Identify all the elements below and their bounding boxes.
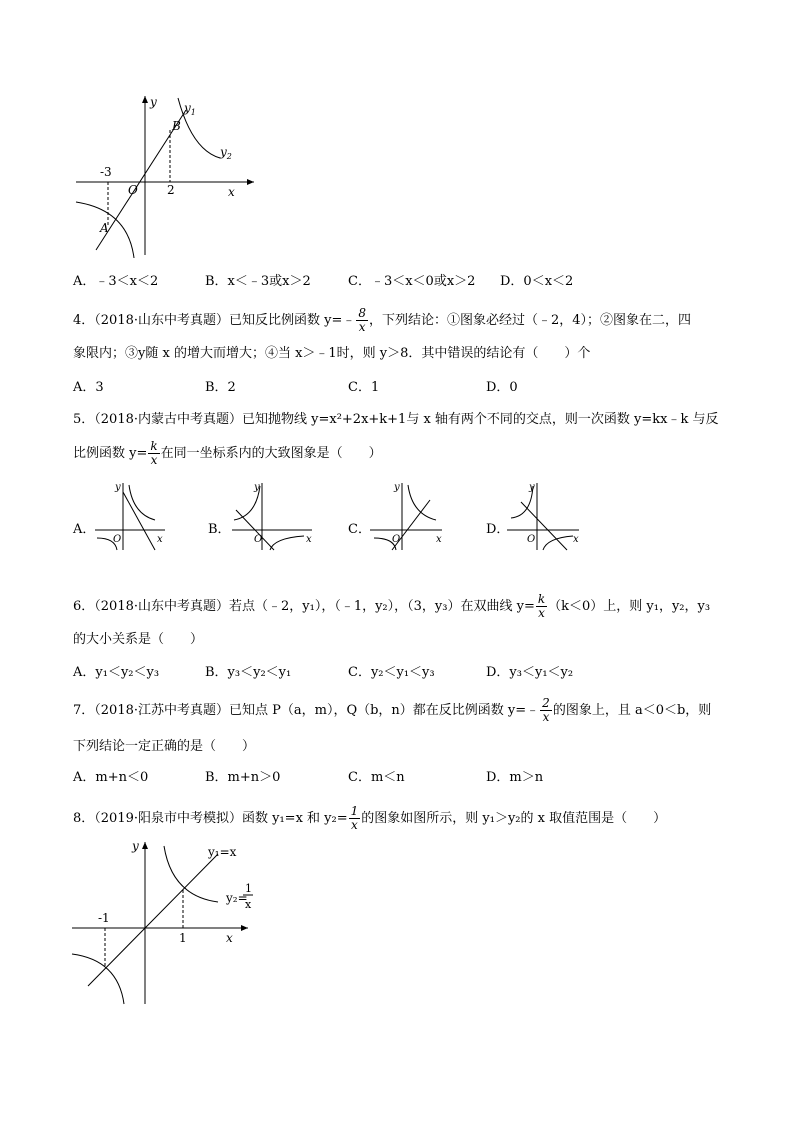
svg-text:y₁=x: y₁=x: [208, 845, 237, 859]
q6-option-c: C．y₂＜y₁＜y₃: [348, 665, 435, 680]
q6-option-a: A．y₁＜y₂＜y₃: [73, 665, 160, 680]
svg-text:y: y: [529, 482, 535, 493]
svg-text:B: B: [172, 119, 181, 133]
q8-line1: 8．（2019·阳泉市中考模拟）函数 y₁=x 和 y₂= $\frac{1}{x}$ 的图象如图所示，则 y₁＞y₂的 x 取值范围是（ ）: [73, 804, 667, 832]
q5-graph-c: [368, 480, 448, 552]
q5-graph-d: [505, 480, 585, 552]
figure-q3: [70, 90, 260, 260]
q4-option-d: D．0: [486, 380, 518, 395]
q5-line1: 5．（2018·内蒙古中考真题）已知抛物线 y=x²+2x+k+1与 x 轴有两个不同的交点，则一次函数 y=kx﹣k 与反: [73, 412, 719, 427]
q3-option-d: D．0＜x＜2: [500, 274, 574, 289]
svg-text:y: y: [394, 482, 400, 493]
svg-text:x: x: [157, 534, 163, 545]
q7-option-a: A．m+n＜0: [73, 770, 149, 785]
svg-text:y1: $y_1$: [184, 101, 196, 117]
svg-text:y: y: [115, 482, 121, 493]
svg-text:O: O: [527, 534, 536, 545]
q5-option-c-label: C．: [348, 522, 371, 537]
svg-text:-1: -1: [98, 911, 110, 925]
q5-option-d-label: D．: [486, 522, 510, 537]
svg-text:1: 1: [245, 882, 252, 895]
q7-line2: 下列结论一定正确的是（ ）: [73, 739, 256, 754]
q4-line2: 象限内；③y随 x 的增大而增大；④当 x＞﹣1时，则 y＞8．其中错误的结论有（ ）个: [73, 346, 591, 361]
fig1-y-label: y: [150, 95, 157, 109]
svg-text:O: O: [254, 534, 263, 545]
q4-line1: 4．（2018·山东中考真题）已知反比例函数 y=﹣ $\frac{8}{x}$ ，下列结论：①图象必经过（﹣2，4）；②图象在二，四: [73, 306, 692, 334]
q4-option-b: B．2: [205, 380, 236, 395]
q5-option-a-label: A．: [73, 522, 96, 537]
q5-graph-b: [230, 480, 318, 552]
svg-text:2: 2: [167, 183, 175, 197]
svg-text:x: x: [245, 898, 252, 911]
q7-option-b: B．m+n＞0: [205, 770, 281, 785]
svg-text:-3: -3: [100, 165, 112, 179]
svg-text:1: 1: [179, 931, 187, 945]
svg-text:O: O: [128, 183, 138, 197]
svg-text:O: O: [113, 534, 122, 545]
svg-text:x: x: [306, 534, 312, 545]
svg-text:y: [149, 95, 157, 109]
svg-text:A: A: [100, 221, 109, 235]
q6-option-d: D．y₃＜y₁＜y₂: [486, 665, 574, 680]
q7-option-d: D．m＞n: [486, 770, 544, 785]
svg-text:x: x: [436, 534, 442, 545]
svg-text:x: x: [228, 185, 235, 199]
q4-option-a: A．3: [73, 380, 104, 395]
q7-option-c: C．m＜n: [348, 770, 405, 785]
svg-text:x: x: [226, 931, 233, 945]
q5-line2: 比例函数 y= $\frac{k}{x}$ 在同一坐标系内的大致图象是（ ）: [73, 439, 382, 467]
q6-line1: 6．（2018·山东中考真题）若点（﹣2，y₁），（﹣1，y₂），（3，y₃）在双曲线 y= $\frac{k}{x}$ （k＜0）上，则 y₁，y₂，y₃: [73, 592, 711, 620]
svg-text:y: y: [254, 482, 260, 493]
q3-option-a: A．﹣3＜x＜2: [73, 274, 159, 289]
svg-text:y2: $y_2$: [220, 145, 232, 161]
q6-line2: 的大小关系是（ ）: [73, 632, 204, 647]
q3-option-c: C．﹣3＜x＜0或x＞2: [348, 274, 476, 289]
q4-option-c: C．1: [348, 380, 380, 395]
svg-text:y: y: [132, 839, 139, 853]
q7-line1: 7．（2018·江苏中考真题）已知点 P（a，m），Q（b，n）都在反比例函数 y=﹣ $\frac{2}{x}$ 的图象上，且 a＜0＜b，则: [73, 696, 712, 724]
q5-graph-a: [93, 480, 171, 552]
q6-option-b: B．y₃＜y₂＜y₁: [205, 665, 292, 680]
q3-option-b: B．x＜﹣3或x＞2: [205, 274, 311, 289]
figure-q8: [68, 836, 268, 1008]
q5-option-b-label: B．: [208, 522, 231, 537]
svg-text:O: O: [392, 534, 401, 545]
svg-text:y₂=: y₂=: [226, 891, 248, 905]
svg-text:x: x: [573, 534, 579, 545]
